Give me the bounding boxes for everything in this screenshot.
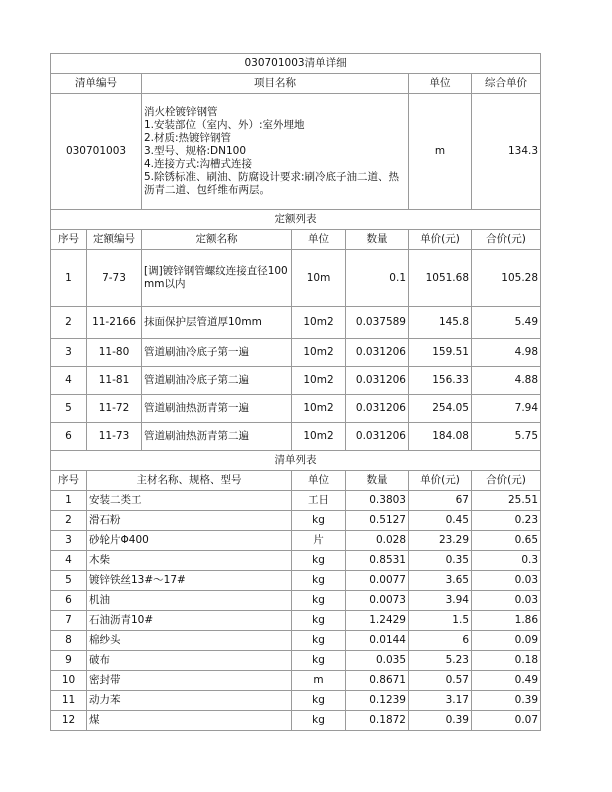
quota-total: 5.49 — [472, 307, 541, 339]
material-total: 0.09 — [472, 631, 541, 651]
material-qty: 0.8671 — [346, 671, 409, 691]
material-no: 5 — [51, 571, 87, 591]
material-qty: 0.1239 — [346, 691, 409, 711]
material-header-row — [51, 471, 541, 491]
material-price: 0.35 — [409, 551, 472, 571]
material-price: 3.65 — [409, 571, 472, 591]
material-qty: 0.1872 — [346, 711, 409, 731]
bill-unit-header: 单位 — [409, 74, 472, 94]
material-unit: 片 — [292, 531, 346, 551]
material-name: 滑石粉 — [87, 511, 292, 531]
material-name: 棉纱头 — [87, 631, 292, 651]
material-qty: 0.0073 — [346, 591, 409, 611]
quota-code: 11-2166 — [87, 307, 142, 339]
material-no: 7 — [51, 611, 87, 631]
page-title: 030701003清单详细 — [51, 54, 541, 74]
quota-code: 11-80 — [87, 339, 142, 367]
quota-qty: 0.037589 — [346, 307, 409, 339]
desc-line: 5.除锈标准、刷油、防腐设计要求:刷冷底子油二道、热沥青二道、包纤维布两层。 — [144, 171, 400, 196]
quota-code: 11-81 — [87, 367, 142, 395]
table-row — [51, 691, 541, 711]
quota-total-header: 合价(元) — [472, 230, 541, 250]
title-row — [51, 54, 541, 74]
material-name: 石油沥青10# — [87, 611, 292, 631]
quota-unit: 10m2 — [292, 423, 346, 451]
table-row — [51, 307, 541, 339]
quota-total: 4.88 — [472, 367, 541, 395]
material-name: 砂轮片Φ400 — [87, 531, 292, 551]
quota-price-header: 单价(元) — [409, 230, 472, 250]
desc-line: 3.型号、规格:DN100 — [144, 145, 247, 157]
quota-unit: 10m2 — [292, 307, 346, 339]
material-qty: 0.0077 — [346, 571, 409, 591]
desc-line: 2.材质:热镀锌钢管 — [144, 132, 232, 144]
quota-code: 11-73 — [87, 423, 142, 451]
material-no: 6 — [51, 591, 87, 611]
material-name: 镀锌铁丝13#～17# — [87, 571, 292, 591]
material-total: 0.18 — [472, 651, 541, 671]
material-name-header: 主材名称、规格、型号 — [87, 471, 292, 491]
desc-line: 消火栓镀锌钢管 — [144, 106, 218, 118]
material-name: 破布 — [87, 651, 292, 671]
bill-unit-price: 134.3 — [472, 94, 541, 210]
material-no: 3 — [51, 531, 87, 551]
material-total: 0.49 — [472, 671, 541, 691]
material-qty: 1.2429 — [346, 611, 409, 631]
table-row — [51, 671, 541, 691]
quota-name: 管道刷油热沥青第二遍 — [142, 423, 292, 451]
quota-name: 管道刷油冷底子第一遍 — [142, 339, 292, 367]
table-row — [51, 250, 541, 307]
material-unit: kg — [292, 611, 346, 631]
material-unit: kg — [292, 511, 346, 531]
material-total-header: 合价(元) — [472, 471, 541, 491]
material-name: 木柴 — [87, 551, 292, 571]
material-total: 0.23 — [472, 511, 541, 531]
quota-code: 11-72 — [87, 395, 142, 423]
material-no: 11 — [51, 691, 87, 711]
quota-price: 145.8 — [409, 307, 472, 339]
material-total: 25.51 — [472, 491, 541, 511]
quota-price: 159.51 — [409, 339, 472, 367]
material-qty: 0.035 — [346, 651, 409, 671]
desc-line: 4.连接方式:沟槽式连接 — [144, 158, 253, 170]
quota-name: 抹面保护层管道厚10mm — [142, 307, 292, 339]
bill-header-row — [51, 74, 541, 94]
bill-name-header: 项目名称 — [142, 74, 409, 94]
material-qty-header: 数量 — [346, 471, 409, 491]
quota-qty-header: 数量 — [346, 230, 409, 250]
material-price: 1.5 — [409, 611, 472, 631]
quota-no: 4 — [51, 367, 87, 395]
material-section-row — [51, 451, 541, 471]
material-no: 2 — [51, 511, 87, 531]
quota-no: 6 — [51, 423, 87, 451]
material-total: 0.03 — [472, 591, 541, 611]
material-price: 3.17 — [409, 691, 472, 711]
quota-unit-header: 单位 — [292, 230, 346, 250]
material-unit-header: 单位 — [292, 471, 346, 491]
table-row — [51, 651, 541, 671]
quota-unit: 10m2 — [292, 339, 346, 367]
table-row — [51, 531, 541, 551]
table-row — [51, 591, 541, 611]
table-row — [51, 491, 541, 511]
bill-code: 030701003 — [51, 94, 142, 210]
material-qty: 0.8531 — [346, 551, 409, 571]
material-no: 10 — [51, 671, 87, 691]
material-price: 0.45 — [409, 511, 472, 531]
table-row — [51, 423, 541, 451]
material-price: 0.39 — [409, 711, 472, 731]
quota-total: 7.94 — [472, 395, 541, 423]
material-unit: kg — [292, 631, 346, 651]
quota-total: 5.75 — [472, 423, 541, 451]
quota-qty: 0.031206 — [346, 339, 409, 367]
material-unit: kg — [292, 551, 346, 571]
table-row — [51, 611, 541, 631]
material-no-header: 序号 — [51, 471, 87, 491]
bill-detail-table — [50, 53, 541, 731]
quota-unit: 10m2 — [292, 367, 346, 395]
material-unit: kg — [292, 691, 346, 711]
material-name: 安装二类工 — [87, 491, 292, 511]
material-unit: kg — [292, 651, 346, 671]
quota-price: 184.08 — [409, 423, 472, 451]
quota-section-title: 定额列表 — [51, 210, 541, 230]
material-price: 0.57 — [409, 671, 472, 691]
quota-qty: 0.031206 — [346, 395, 409, 423]
bill-code-header: 清单编号 — [51, 74, 142, 94]
material-name: 动力苯 — [87, 691, 292, 711]
bill-row — [51, 94, 541, 210]
material-no: 8 — [51, 631, 87, 651]
quota-name: 管道刷油冷底子第二遍 — [142, 367, 292, 395]
quota-name: 管道刷油热沥青第一遍 — [142, 395, 292, 423]
material-total: 0.03 — [472, 571, 541, 591]
quota-unit: 10m — [292, 250, 346, 307]
material-unit: kg — [292, 711, 346, 731]
material-total: 0.65 — [472, 531, 541, 551]
quota-price: 254.05 — [409, 395, 472, 423]
material-qty: 0.3803 — [346, 491, 409, 511]
material-name: 密封带 — [87, 671, 292, 691]
table-row — [51, 395, 541, 423]
material-name: 机油 — [87, 591, 292, 611]
material-price: 5.23 — [409, 651, 472, 671]
quota-no-header: 序号 — [51, 230, 87, 250]
material-qty: 0.028 — [346, 531, 409, 551]
material-price-header: 单价(元) — [409, 471, 472, 491]
quota-code: 7-73 — [87, 250, 142, 307]
table-row — [51, 551, 541, 571]
quota-unit: 10m2 — [292, 395, 346, 423]
quota-name-header: 定额名称 — [142, 230, 292, 250]
quota-total: 4.98 — [472, 339, 541, 367]
bill-unit: m — [409, 94, 472, 210]
table-row — [51, 631, 541, 651]
material-total: 0.3 — [472, 551, 541, 571]
quota-qty: 0.031206 — [346, 367, 409, 395]
material-no: 9 — [51, 651, 87, 671]
quota-no: 2 — [51, 307, 87, 339]
material-no: 4 — [51, 551, 87, 571]
material-price: 23.29 — [409, 531, 472, 551]
quota-no: 5 — [51, 395, 87, 423]
quota-header-row — [51, 230, 541, 250]
bill-description — [142, 94, 409, 210]
quota-section-row — [51, 210, 541, 230]
material-price: 67 — [409, 491, 472, 511]
quota-price: 1051.68 — [409, 250, 472, 307]
quota-qty: 0.1 — [346, 250, 409, 307]
material-no: 12 — [51, 711, 87, 731]
material-qty: 0.5127 — [346, 511, 409, 531]
table-row — [51, 367, 541, 395]
material-price: 6 — [409, 631, 472, 651]
material-price: 3.94 — [409, 591, 472, 611]
quota-total: 105.28 — [472, 250, 541, 307]
desc-line: 1.安装部位（室内、外）:室外埋地 — [144, 119, 305, 131]
material-unit: kg — [292, 571, 346, 591]
material-unit: kg — [292, 591, 346, 611]
quota-name: [调]镀锌钢管螺纹连接直径100mm以内 — [142, 250, 292, 307]
quota-price: 156.33 — [409, 367, 472, 395]
quota-qty: 0.031206 — [346, 423, 409, 451]
quota-no: 1 — [51, 250, 87, 307]
material-section-title: 清单列表 — [51, 451, 541, 471]
material-name: 煤 — [87, 711, 292, 731]
bill-unit-price-header: 综合单价 — [472, 74, 541, 94]
quota-no: 3 — [51, 339, 87, 367]
table-row — [51, 339, 541, 367]
material-total: 0.07 — [472, 711, 541, 731]
material-total: 1.86 — [472, 611, 541, 631]
table-row — [51, 571, 541, 591]
material-unit: 工日 — [292, 491, 346, 511]
material-total: 0.39 — [472, 691, 541, 711]
quota-code-header: 定额编号 — [87, 230, 142, 250]
material-qty: 0.0144 — [346, 631, 409, 651]
material-no: 1 — [51, 491, 87, 511]
table-row — [51, 711, 541, 731]
material-unit: m — [292, 671, 346, 691]
table-row — [51, 511, 541, 531]
